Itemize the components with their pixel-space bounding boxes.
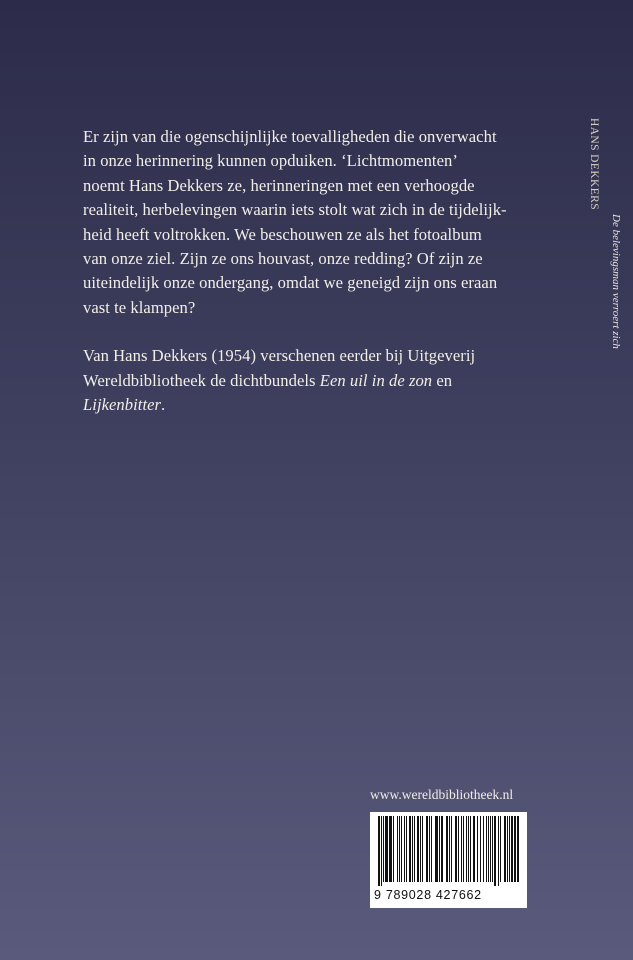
barcode-bar [492,816,493,882]
barcode-bar [473,816,475,882]
blurb-line: noemt Hans Dekkers ze, herinneringen met een verhoogde [83,175,475,195]
back-cover-blurb [83,125,553,441]
barcode-bar [461,816,462,882]
blurb-line: van onze ziel. Zijn ze ons houvast, onze redding? Of zijn ze [83,249,483,269]
blurb-paragraph-1 [83,125,553,320]
barcode-bar [466,816,467,882]
spine-title: De belevingsman verroert zich [610,214,622,349]
barcode-bar [477,816,478,882]
barcode-bar [397,816,398,882]
publisher-url: www.wereldbibliotheek.nl [370,787,514,802]
blurb-line: realiteit, herbelevingen waarin iets stolt wat zich in de tijdelijk- [83,200,507,220]
blurb-line: Er zijn van die ogenschijnlijke toevalligheden die onverwacht [83,127,497,146]
barcode-bar [378,816,380,886]
barcode-bar [455,816,457,882]
barcode-bar [458,816,459,882]
barcode-bar [404,816,405,882]
bio-connector: en [432,370,453,390]
barcode-bar [446,816,448,882]
barcode-bar [483,816,484,882]
blurb-line: heid heeft voltrokken. We beschouwen ze als het fotoalbum [83,224,482,244]
barcode-bar [498,816,499,886]
barcode-bar [480,816,481,882]
barcode-bar [500,816,501,882]
barcode-bar [488,816,489,882]
barcode-bar [463,816,464,882]
barcode-bar [417,816,419,882]
barcode-bar [507,816,508,882]
barcode-bar [401,816,402,882]
barcode-bar [509,816,510,882]
barcode-bar [381,816,382,886]
barcode-bar [420,816,421,882]
barcode-bar [422,816,423,882]
isbn-barcode [370,812,527,908]
author-bio-paragraph [83,344,553,417]
barcode-bar [409,816,411,882]
barcode-bar [490,816,491,882]
barcode-bar [393,816,394,882]
barcode-bar [385,816,388,882]
barcode-bar [470,816,471,882]
book-title-een-uil-in-de-zon: Een uil in de zon [319,370,433,390]
bio-line: Van Hans Dekkers (1954) verschenen eerder bij Uitgeverij [83,346,476,366]
book-title-lijkenbitter: Lijkenbitter [83,395,162,415]
barcode-bar [514,816,516,882]
bio-text: Wereldbibliotheek de dichtbundels [83,370,320,390]
barcode-bar [389,816,392,882]
barcode-bar [449,816,450,882]
barcode-bar [517,816,519,882]
barcode-bar [431,816,432,882]
spine [580,118,633,398]
blurb-line: uiteindelijk onze ondergang, omdat we geneigd zijn ons eraan [83,273,498,293]
barcode-bar [486,816,487,882]
barcode-digits: 9 789028 427662 [374,888,482,902]
bio-line [83,393,553,417]
spine-author: HANS DEKKERS [588,118,600,211]
barcode-bar [399,816,400,882]
barcode-bar [451,816,452,882]
bio-period: . [161,395,166,415]
barcode-bar [426,816,428,882]
barcode-bar [441,816,443,882]
barcode-bar [383,816,384,882]
barcode-bar [414,816,415,882]
bio-line [83,369,553,393]
barcode-bar [412,816,413,882]
barcode-bars [376,816,521,886]
blurb-line: vast te klampen? [83,297,196,317]
barcode-bar [435,816,438,882]
barcode-bar [439,816,440,882]
barcode-bar [494,816,496,886]
blurb-line: in onze herinnering kunnen opduiken. ‘Lichtmomenten’ [83,151,458,171]
barcode-bar [406,816,407,882]
barcode-bar [429,816,430,882]
barcode-bar [511,816,513,882]
barcode-bar [504,816,506,882]
barcode-bar [468,816,469,882]
